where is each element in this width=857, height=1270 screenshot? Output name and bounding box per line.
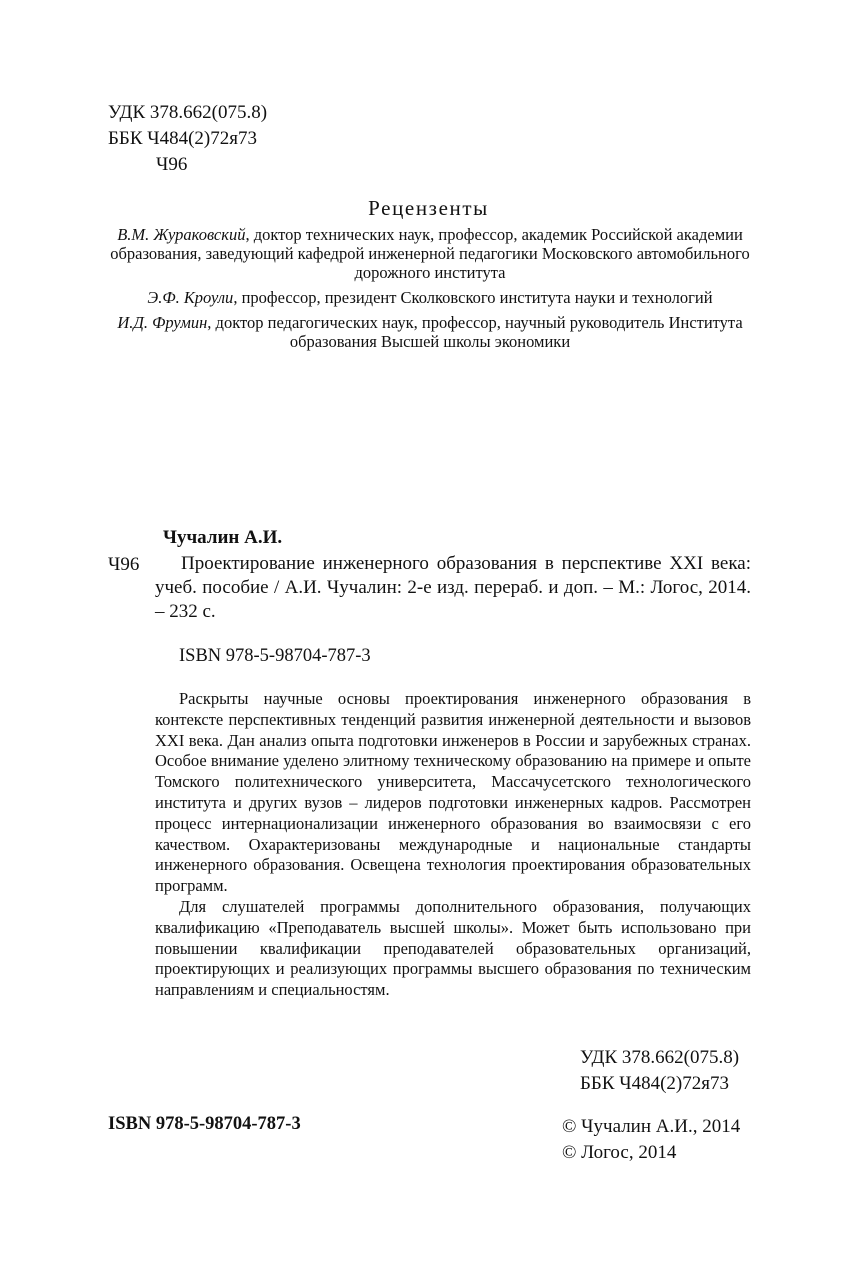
bbk-code: ББК Ч484(2)72я73	[580, 1073, 729, 1094]
book-author-sign: Ч96	[108, 554, 140, 575]
reviewer-name: В.М. Жураковский	[117, 225, 246, 244]
annotation	[155, 689, 751, 1001]
copyright-author: © Чучалин А.И., 2014	[562, 1116, 741, 1137]
top-classification	[108, 100, 267, 178]
reviewer-3	[100, 313, 760, 351]
annotation-paragraph-1: Раскрыты научные основы проектирования инженерного образования в контексте перспективных тенденций развития инженерной деятельности и вызовов XXI века. Дан анализ опыта подготовки инженеров в России и зарубежных странах. Особое внимание уделено элитному техническому образованию на примере и опыте Томского политехнического университета, Массачусетского технологического института и других вузов – лидеров подготовки инженерных кадров. Рассмотрен процесс интернационализации инженерного образования во взаимосвязи с его качеством. Охарактеризованы международные и национальные стандарты инженерного образования. Освещена технология проектирования образовательных программ.	[155, 689, 751, 896]
bibliographic-record: Проектирование инженерного образования в перспективе XXI века: учеб. пособие / А.И. Чучалин: 2-е изд. перераб. и доп. – М.: Логос, 2014. – 232 с.	[155, 553, 751, 622]
isbn-bold: ISBN 978-5-98704-787-3	[108, 1114, 301, 1134]
reviewer-name: И.Д. Фрумин	[117, 313, 208, 332]
reviewer-desc: , доктор технических наук, профессор, академик Российской академии образования, заведующий кафедрой инженерной педагогики Московского автомобильного дорожного института	[110, 225, 750, 282]
copyright-publisher: © Логос, 2014	[562, 1142, 677, 1163]
reviewer-desc: , доктор педагогических наук, профессор, научный руководитель Института образования Высшей школы экономики	[207, 313, 743, 351]
udk-code: УДК 378.662(075.8)	[580, 1047, 740, 1068]
copyright-block	[562, 1114, 740, 1166]
reviewers-heading: Рецензенты	[368, 196, 489, 220]
bbk-code: ББК Ч484(2)72я73	[108, 128, 257, 149]
udk-code: УДК 378.662(075.8)	[108, 102, 268, 123]
bottom-classification	[580, 1045, 739, 1097]
book-author: Чучалин А.И.	[163, 527, 283, 548]
reviewer-1	[100, 225, 760, 282]
reviewer-desc: , профессор, президент Сколковского института науки и технологий	[233, 288, 713, 307]
author-sign: Ч96	[156, 154, 188, 175]
reviewer-2	[100, 288, 760, 307]
annotation-paragraph-2: Для слушателей программы дополнительного образования, получающих квалификацию «Преподаватель высшей школы». Может быть использовано при повышении квалификации преподавателей образовательных организаций, проектирующих и реализующих программы высшего образования по техническим направлениям и специальностям.	[155, 896, 751, 1000]
reviewer-name: Э.Ф. Кроули	[147, 288, 234, 307]
isbn: ISBN 978-5-98704-787-3	[179, 646, 371, 666]
